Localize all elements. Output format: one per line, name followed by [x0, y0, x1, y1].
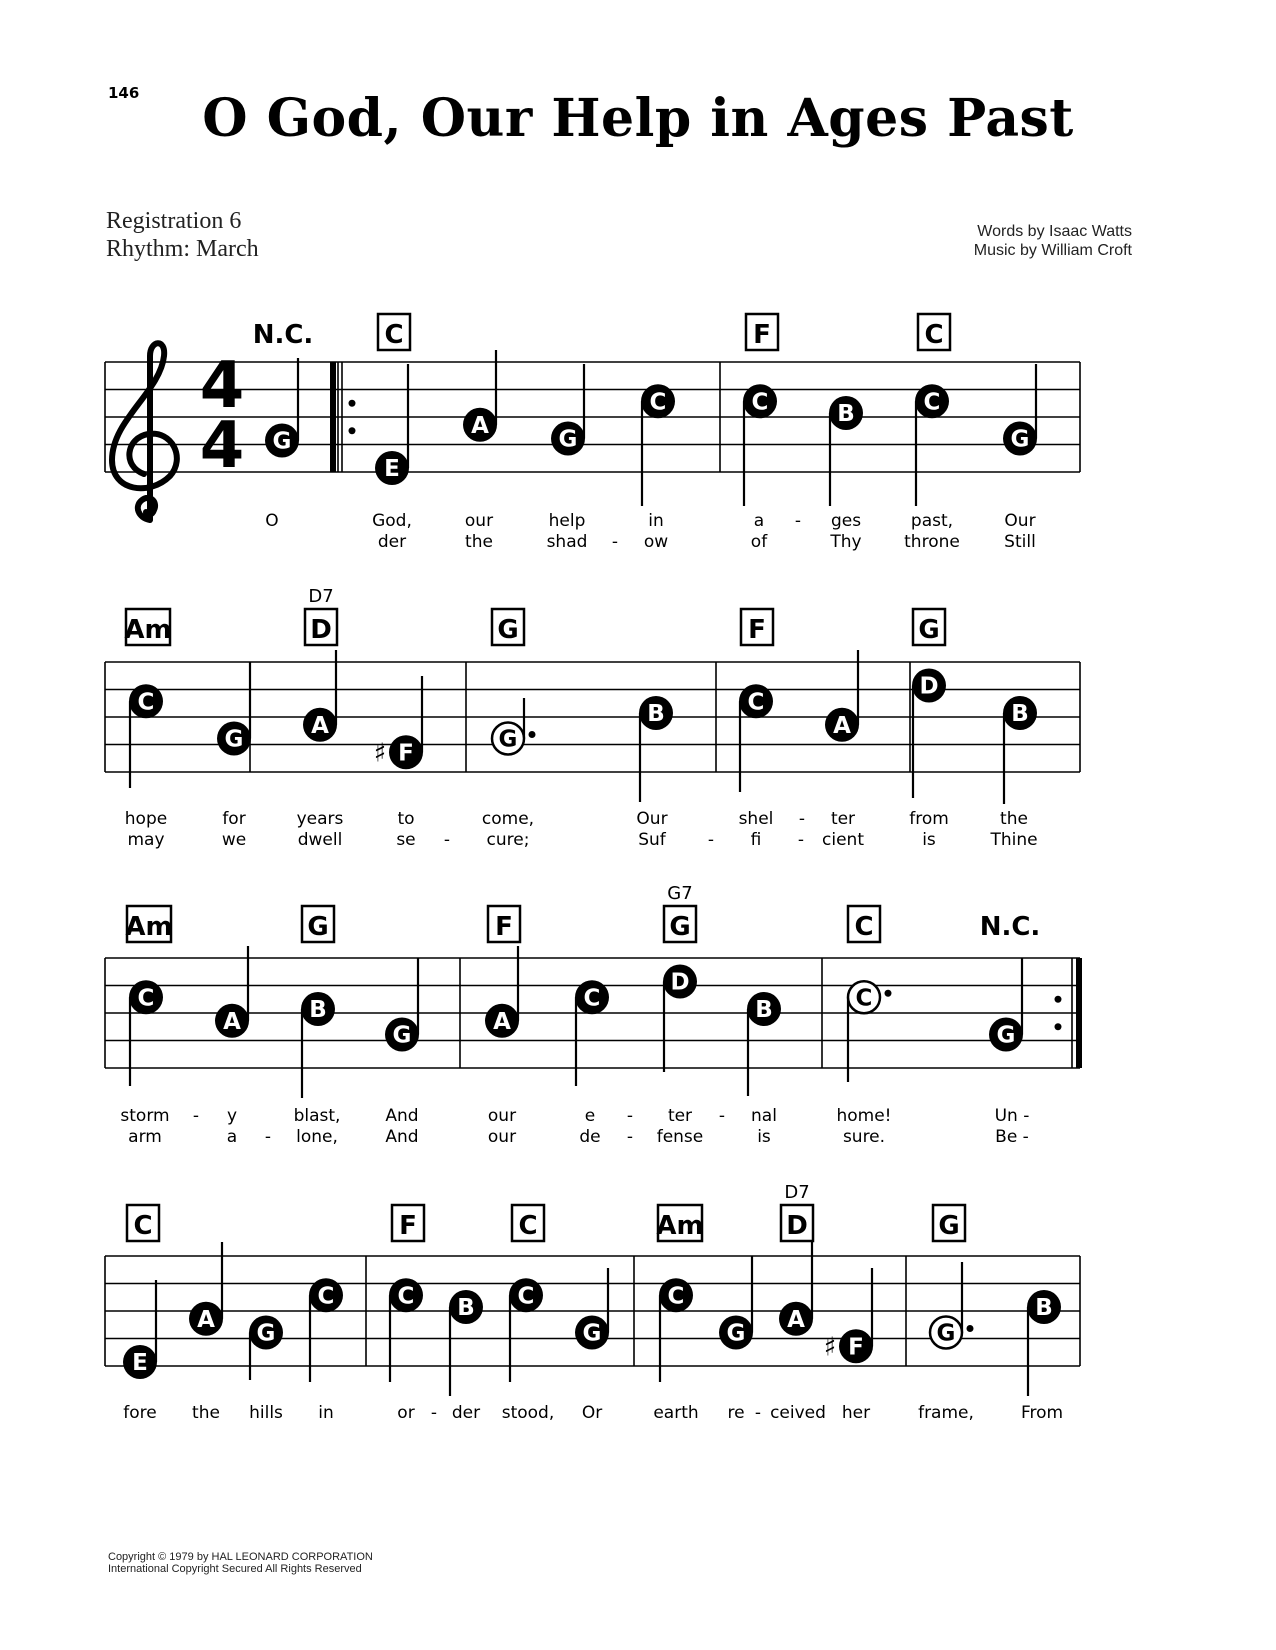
note-letter: E	[132, 1350, 148, 1376]
lyric-verse-1: come,	[481, 809, 535, 829]
chord-symbol: G	[669, 912, 691, 942]
repeat-dot	[349, 400, 356, 407]
note-letter: C	[317, 1283, 335, 1310]
chord-symbol: G	[918, 615, 940, 645]
lyric-verse-1: or	[397, 1403, 415, 1423]
copyright-line-1: Copyright © 1979 by HAL LEONARD CORPORATION	[108, 1551, 373, 1563]
lyric-verse-2: fi	[750, 830, 762, 850]
lyric-verse-1: blast,	[293, 1106, 341, 1126]
chord-alt-label: D7	[784, 1182, 810, 1203]
chord-alt-label: G7	[667, 883, 693, 904]
lyric-verse-1: to	[397, 809, 415, 829]
lyric-verse-2: sure.	[842, 1127, 886, 1147]
lyric-verse-2: -	[797, 830, 805, 850]
note-letter: B	[647, 701, 665, 727]
lyric-verse-1: years	[296, 809, 344, 829]
lyric-verse-2: Be -	[995, 1127, 1029, 1147]
note-letter: B	[309, 997, 327, 1023]
chord-symbol: G	[938, 1211, 960, 1241]
lyric-verse-2: our	[487, 1127, 517, 1147]
lyric-verse-2: throne	[904, 532, 960, 552]
lyric-verse-2: fense	[656, 1127, 704, 1147]
chord-symbol: G	[497, 615, 519, 645]
lyric-verse-1: -	[754, 1403, 762, 1423]
lyric-verse-2: -	[264, 1127, 272, 1147]
note-letter: B	[755, 997, 773, 1023]
words-credit: Words by Isaac Watts	[977, 223, 1132, 240]
chord-symbol: Am	[656, 1211, 704, 1241]
augmentation-dot	[529, 731, 536, 738]
note-letter: C	[855, 985, 873, 1012]
note-letter: E	[384, 456, 400, 482]
lyric-verse-1: -	[794, 511, 802, 531]
repeat-start-thick-line	[330, 362, 336, 472]
sharp-icon: ♯	[373, 738, 387, 769]
lyric-verse-2: Still	[1004, 532, 1036, 552]
note-letter: A	[311, 712, 329, 739]
lyric-verse-2: shad	[546, 532, 588, 552]
lyric-verse-2: a	[226, 1127, 238, 1147]
note-layer	[123, 350, 1061, 1396]
lyric-verse-1: e	[584, 1106, 596, 1126]
song-title: O God, Our Help in Ages Past	[202, 88, 1074, 149]
chord-symbol: C	[518, 1211, 538, 1241]
chord-symbol: F	[495, 912, 513, 942]
chord-symbol: Am	[124, 615, 172, 645]
repeat-end-thick-line	[1076, 958, 1082, 1068]
note-letter: B	[1011, 701, 1029, 727]
time-signature-top: 4	[199, 349, 245, 423]
note-letter: G	[224, 726, 244, 753]
lyric-verse-2: Thine	[990, 830, 1038, 850]
lyric-verse-1: ceived	[770, 1403, 826, 1423]
note-letter: A	[223, 1008, 241, 1035]
lyric-verse-1: ter	[667, 1106, 693, 1126]
note-letter: F	[398, 740, 414, 767]
lyric-verse-1: y	[226, 1106, 238, 1126]
lyric-verse-1: -	[430, 1403, 438, 1423]
rhythm-label: Rhythm: March	[106, 236, 259, 262]
lyric-verse-2: ow	[643, 532, 669, 552]
chord-symbol: C	[854, 912, 874, 942]
lyric-verse-2: the	[465, 532, 493, 552]
copyright-notice	[108, 1551, 373, 1575]
lyric-verse-1: hills	[249, 1403, 283, 1423]
augmentation-dot	[967, 1325, 974, 1332]
lyric-verse-1: past,	[910, 511, 954, 531]
registration-label: Registration 6	[106, 208, 242, 234]
note-letter: G	[256, 1320, 276, 1347]
chord-symbol: Am	[125, 912, 173, 942]
note-letter: G	[726, 1320, 746, 1347]
no-chord-label: N.C.	[979, 912, 1041, 942]
augmentation-dot	[885, 990, 892, 997]
lyric-verse-2: is	[922, 830, 936, 850]
page-number: 146	[108, 84, 140, 102]
chord-alt-label: D7	[308, 586, 334, 607]
lyric-verse-1: the	[192, 1403, 220, 1423]
lyric-verse-1: frame,	[918, 1403, 974, 1423]
note-letter: B	[457, 1295, 475, 1321]
note-letter: C	[397, 1283, 415, 1310]
note-letter: A	[787, 1306, 805, 1333]
repeat-dot	[349, 427, 356, 434]
note-letter: C	[667, 1283, 685, 1310]
note-letter: C	[923, 389, 941, 416]
time-signature-bottom: 4	[199, 409, 245, 483]
lyric-verse-1: Our	[1004, 511, 1036, 531]
chord-symbol: D	[310, 615, 332, 645]
lyric-verse-2: se	[396, 830, 416, 850]
lyric-verse-2: -	[626, 1127, 634, 1147]
note-letter: D	[919, 673, 939, 700]
lyric-verse-1: her	[841, 1403, 871, 1423]
music-credit: Music by William Croft	[973, 242, 1132, 259]
lyric-verse-1: help	[548, 511, 586, 531]
no-chord-label: N.C.	[252, 320, 314, 350]
lyric-verse-1: From	[1020, 1403, 1064, 1423]
lyric-verse-1: the	[1000, 809, 1028, 829]
lyric-verse-1: shel	[738, 809, 774, 829]
chord-symbol: F	[748, 615, 766, 645]
chord-symbol: D	[786, 1211, 808, 1241]
note-letter: C	[583, 985, 601, 1012]
lyric-verse-1: a	[753, 511, 765, 531]
note-letter: G	[1010, 426, 1030, 453]
note-letter: A	[471, 412, 489, 439]
lyric-verse-1: for	[222, 809, 246, 829]
note-letter: C	[747, 689, 765, 716]
lyric-verse-2: may	[127, 830, 165, 850]
lyric-verse-1: Un -	[994, 1106, 1030, 1126]
lyric-verse-2: der	[377, 532, 407, 552]
lyric-verse-2: cient	[822, 830, 864, 850]
lyric-verse-2: -	[707, 830, 715, 850]
lyric-verse-2: Thy	[830, 532, 862, 552]
lyric-verse-1: fore	[123, 1403, 157, 1423]
chord-symbol: F	[753, 320, 771, 350]
lyric-verse-1: home!	[836, 1106, 892, 1126]
lyric-verse-2: dwell	[297, 830, 343, 850]
note-letter: B	[1035, 1295, 1053, 1321]
note-letter: B	[837, 401, 855, 427]
chord-symbol: C	[924, 320, 944, 350]
note-letter: G	[936, 1320, 956, 1347]
treble-clef-icon	[112, 343, 177, 520]
lyric-verse-2: of	[750, 532, 768, 552]
note-letter: A	[197, 1306, 215, 1333]
lyric-verse-1: -	[718, 1106, 726, 1126]
lyric-verse-1: O	[265, 511, 279, 531]
note-letter: G	[996, 1022, 1016, 1049]
note-letter: A	[833, 712, 851, 739]
lyric-verse-2: is	[757, 1127, 771, 1147]
chord-symbol: G	[307, 912, 329, 942]
note-letter: G	[498, 726, 518, 753]
lyric-verse-1: our	[464, 511, 494, 531]
note-letter: G	[392, 1022, 412, 1049]
note-letter: C	[751, 389, 769, 416]
note-letter: G	[272, 428, 292, 455]
repeat-dot	[1055, 1023, 1062, 1030]
lyric-verse-1: from	[909, 809, 949, 829]
note-letter: C	[137, 689, 155, 716]
lyric-verse-1: earth	[653, 1403, 699, 1423]
staff-system-4	[105, 1256, 1080, 1366]
lyric-verse-1: ges	[830, 511, 862, 531]
lyric-verse-1: ter	[830, 809, 856, 829]
lyric-verse-1: re	[727, 1403, 745, 1423]
staff-system-1	[105, 343, 1080, 520]
note-letter: G	[558, 426, 578, 453]
note-letter: G	[582, 1320, 602, 1347]
lyric-verse-2: Suf	[638, 830, 666, 850]
lyric-verse-2: cure;	[486, 830, 530, 850]
lyric-verse-1: hope	[124, 809, 168, 829]
lyric-verse-1: God,	[372, 511, 412, 531]
note-letter: C	[649, 389, 667, 416]
copyright-line-2: International Copyright Secured All Rights Reserved	[108, 1563, 362, 1575]
lyric-verse-1: storm	[120, 1106, 170, 1126]
note-letter: C	[137, 985, 155, 1012]
lyric-verse-1: Our	[636, 809, 668, 829]
lyric-verse-1: der	[451, 1403, 481, 1423]
note-letter: C	[517, 1283, 535, 1310]
chord-symbol: C	[133, 1211, 153, 1241]
lyric-verse-1: stood,	[501, 1403, 555, 1423]
lyric-verse-2: lone,	[296, 1127, 338, 1147]
lyric-verse-2: de	[579, 1127, 601, 1147]
note-letter: A	[493, 1008, 511, 1035]
lyric-verse-1: in	[648, 511, 664, 531]
lyric-verse-1: Or	[581, 1403, 603, 1423]
sharp-icon: ♯	[823, 1332, 837, 1363]
lyric-verse-2: And	[385, 1127, 419, 1147]
lyric-verse-2: we	[221, 830, 247, 850]
lyric-verse-2: -	[611, 532, 619, 552]
lyric-verse-1: our	[487, 1106, 517, 1126]
lyric-verse-2: -	[443, 830, 451, 850]
lyric-verse-1: nal	[751, 1106, 777, 1126]
note-letter: F	[848, 1334, 864, 1361]
lyric-verse-1: in	[318, 1403, 334, 1423]
lyric-verse-1: And	[385, 1106, 419, 1126]
lyric-verse-1: -	[798, 809, 806, 829]
lyric-verse-1: -	[192, 1106, 200, 1126]
chord-symbol: F	[399, 1211, 417, 1241]
lyric-verse-2: arm	[128, 1127, 162, 1147]
note-letter: D	[670, 969, 690, 996]
repeat-dot	[1055, 996, 1062, 1003]
lyric-verse-1: -	[626, 1106, 634, 1126]
chord-symbol: C	[384, 320, 404, 350]
